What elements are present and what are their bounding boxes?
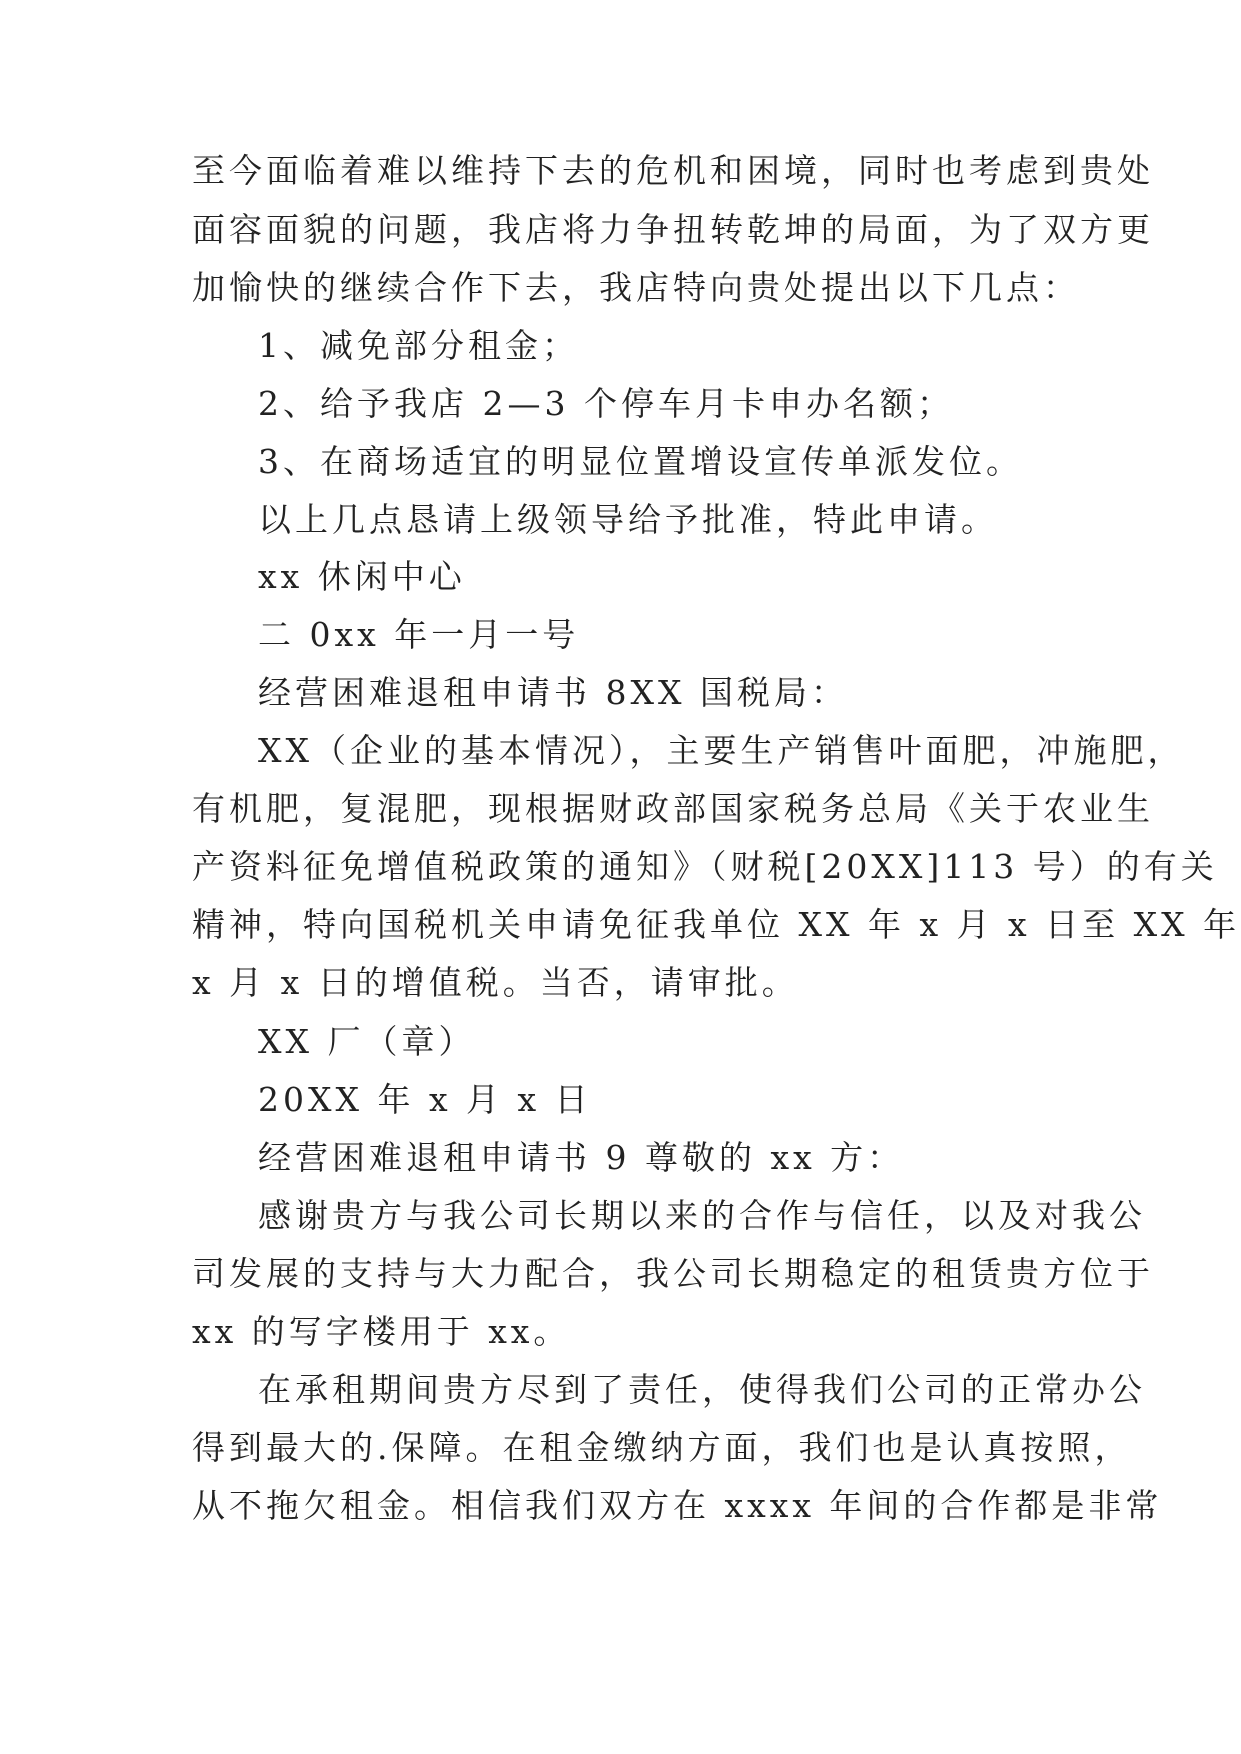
- list-item: 3、在商场适宜的明显位置增设宣传单派发位。: [258, 442, 1023, 481]
- text-line: 产资料征免增值税政策的通知》（财税[20XX]113 号）的有关: [192, 847, 1218, 886]
- text-line: 从不拖欠租金。相信我们双方在 xxxx 年间的合作都是非常: [192, 1486, 1163, 1525]
- section-heading: 经营困难退租申请书 8XX 国税局：: [258, 673, 848, 712]
- text-line: 有机肥，复混肥，现根据财政部国家税务总局《关于农业生: [192, 789, 1154, 828]
- text-line: 以上几点恳请上级领导给予批准，特此申请。: [258, 500, 998, 539]
- text-line: 精神，特向国税机关申请免征我单位 XX 年 x 月 x 日至 XX 年: [192, 905, 1241, 944]
- text-line: XX（企业的基本情况），主要生产销售叶面肥，冲施肥，: [258, 731, 1185, 770]
- text-line: 司发展的支持与大力配合，我公司长期稳定的租赁贵方位于: [192, 1254, 1154, 1293]
- text-line: 至今面临着难以维持下去的危机和困境，同时也考虑到贵处: [192, 151, 1154, 190]
- text-line: x 月 x 日的增值税。当否，请审批。: [192, 963, 799, 1002]
- text-line: 面容面貌的问题，我店将力争扭转乾坤的局面，为了双方更: [192, 210, 1154, 249]
- section-heading: 经营困难退租申请书 9 尊敬的 xx 方：: [258, 1138, 905, 1177]
- list-item: 1、减免部分租金；: [258, 326, 579, 365]
- text-line: 感谢贵方与我公司长期以来的合作与信任，以及对我公: [258, 1196, 1146, 1235]
- text-line: xx 的写字楼用于 xx。: [192, 1312, 571, 1351]
- signature-org: xx 休闲中心: [258, 557, 466, 596]
- list-item: 2、给予我店 2—3 个停车月卡申办名额；: [258, 384, 954, 423]
- signature-org: XX 厂（章）: [258, 1022, 476, 1061]
- signature-date: 二 0xx 年一月一号: [258, 615, 580, 654]
- text-line: 得到最大的.保障。在租金缴纳方面，我们也是认真按照，: [192, 1428, 1132, 1467]
- text-line: 加愉快的继续合作下去，我店特向贵处提出以下几点：: [192, 268, 1080, 307]
- text-line: 在承租期间贵方尽到了责任，使得我们公司的正常办公: [258, 1370, 1146, 1409]
- signature-date: 20XX 年 x 月 x 日: [258, 1080, 592, 1119]
